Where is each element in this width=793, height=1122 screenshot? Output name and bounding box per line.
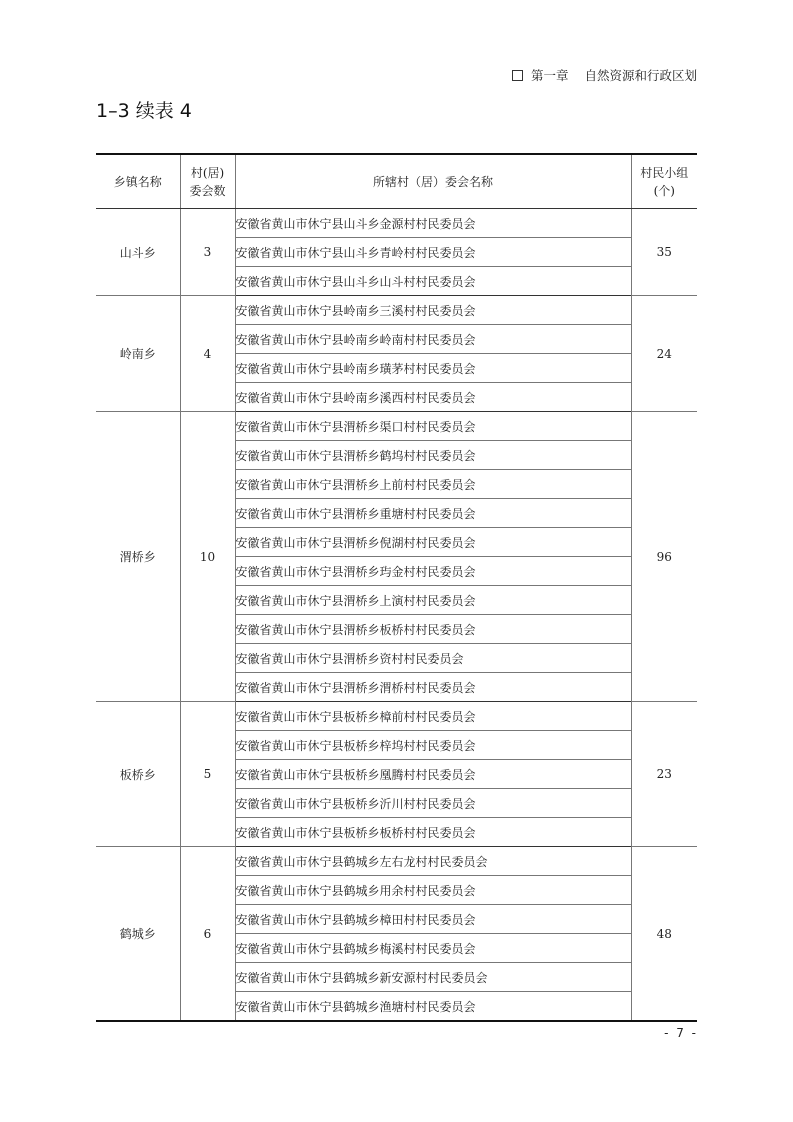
town-name-cell: 山斗乡: [96, 209, 180, 296]
table-row: [96, 296, 697, 325]
committee-name-cell: 安徽省黄山市休宁县渭桥乡渭桥村村民委员会: [235, 673, 631, 702]
villager-groups-cell: 35: [631, 209, 697, 296]
villager-groups-cell: 23: [631, 702, 697, 847]
committee-name-cell: 安徽省黄山市休宁县渭桥乡玙金村村民委员会: [235, 557, 631, 586]
committee-name-cell: 安徽省黄山市休宁县岭南乡璜茅村村民委员会: [235, 354, 631, 383]
villager-groups-cell: 96: [631, 412, 697, 702]
committee-name-cell: 安徽省黄山市休宁县鹤城乡新安源村村民委员会: [235, 963, 631, 992]
running-header: [512, 66, 697, 84]
villager-groups-cell: 24: [631, 296, 697, 412]
header-count: 村(居) 委会数: [180, 154, 235, 209]
table-row: [96, 209, 697, 238]
header-town: 乡镇名称: [96, 154, 180, 209]
committee-name-cell: 安徽省黄山市休宁县板桥乡凰腾村村民委员会: [235, 760, 631, 789]
committee-count-cell: 4: [180, 296, 235, 412]
committee-name-cell: 安徽省黄山市休宁县渭桥乡上前村村民委员会: [235, 470, 631, 499]
committee-name-cell: 安徽省黄山市休宁县鹤城乡樟田村村民委员会: [235, 905, 631, 934]
square-icon: [512, 70, 523, 81]
committee-name-cell: 安徽省黄山市休宁县鹤城乡用余村村民委员会: [235, 876, 631, 905]
committee-name-cell: 安徽省黄山市休宁县渭桥乡上演村村民委员会: [235, 586, 631, 615]
town-name-cell: 鹤城乡: [96, 847, 180, 1022]
section-label: 自然资源和行政区划: [584, 68, 697, 83]
committee-name-cell: 安徽省黄山市休宁县鹤城乡渔塘村村民委员会: [235, 992, 631, 1022]
committee-name-cell: 安徽省黄山市休宁县鹤城乡左右龙村村民委员会: [235, 847, 631, 876]
committee-count-cell: 10: [180, 412, 235, 702]
committee-count-cell: 3: [180, 209, 235, 296]
committee-name-cell: 安徽省黄山市休宁县鹤城乡梅溪村村民委员会: [235, 934, 631, 963]
table-row: [96, 847, 697, 876]
table-body: [96, 209, 697, 1022]
villager-groups-cell: 48: [631, 847, 697, 1022]
admin-division-table: [96, 153, 697, 1022]
committee-name-cell: 安徽省黄山市休宁县板桥乡梓坞村村民委员会: [235, 731, 631, 760]
committee-name-cell: 安徽省黄山市休宁县山斗乡青岭村村民委员会: [235, 238, 631, 267]
committee-name-cell: 安徽省黄山市休宁县板桥乡樟前村村民委员会: [235, 702, 631, 731]
table-row: [96, 412, 697, 441]
committee-name-cell: 安徽省黄山市休宁县岭南乡岭南村村民委员会: [235, 325, 631, 354]
table-row: [96, 702, 697, 731]
town-name-cell: 板桥乡: [96, 702, 180, 847]
committee-name-cell: 安徽省黄山市休宁县渭桥乡渠口村村民委员会: [235, 412, 631, 441]
committee-name-cell: 安徽省黄山市休宁县渭桥乡重塘村村民委员会: [235, 499, 631, 528]
page-number: - 7 -: [664, 1026, 698, 1040]
header-committees: 所辖村（居）委会名称: [235, 154, 631, 209]
town-name-cell: 渭桥乡: [96, 412, 180, 702]
committee-name-cell: 安徽省黄山市休宁县渭桥乡资村村民委员会: [235, 644, 631, 673]
committee-name-cell: 安徽省黄山市休宁县山斗乡山斗村村民委员会: [235, 267, 631, 296]
table-header-row: [96, 154, 697, 209]
page-title: 1–3 续表 4: [96, 100, 192, 122]
committee-name-cell: 安徽省黄山市休宁县板桥乡板桥村村民委员会: [235, 818, 631, 847]
chapter-label: 第一章: [530, 68, 569, 83]
committee-count-cell: 6: [180, 847, 235, 1022]
committee-name-cell: 安徽省黄山市休宁县渭桥乡鹤坞村村民委员会: [235, 441, 631, 470]
committee-name-cell: 安徽省黄山市休宁县渭桥乡板桥村村民委员会: [235, 615, 631, 644]
committee-name-cell: 安徽省黄山市休宁县板桥乡沂川村村民委员会: [235, 789, 631, 818]
town-name-cell: 岭南乡: [96, 296, 180, 412]
committee-name-cell: 安徽省黄山市休宁县山斗乡金源村村民委员会: [235, 209, 631, 238]
committee-name-cell: 安徽省黄山市休宁县岭南乡三溪村村民委员会: [235, 296, 631, 325]
header-groups: 村民小组 (个): [631, 154, 697, 209]
committee-count-cell: 5: [180, 702, 235, 847]
committee-name-cell: 安徽省黄山市休宁县岭南乡溪西村村民委员会: [235, 383, 631, 412]
committee-name-cell: 安徽省黄山市休宁县渭桥乡倪湖村村民委员会: [235, 528, 631, 557]
